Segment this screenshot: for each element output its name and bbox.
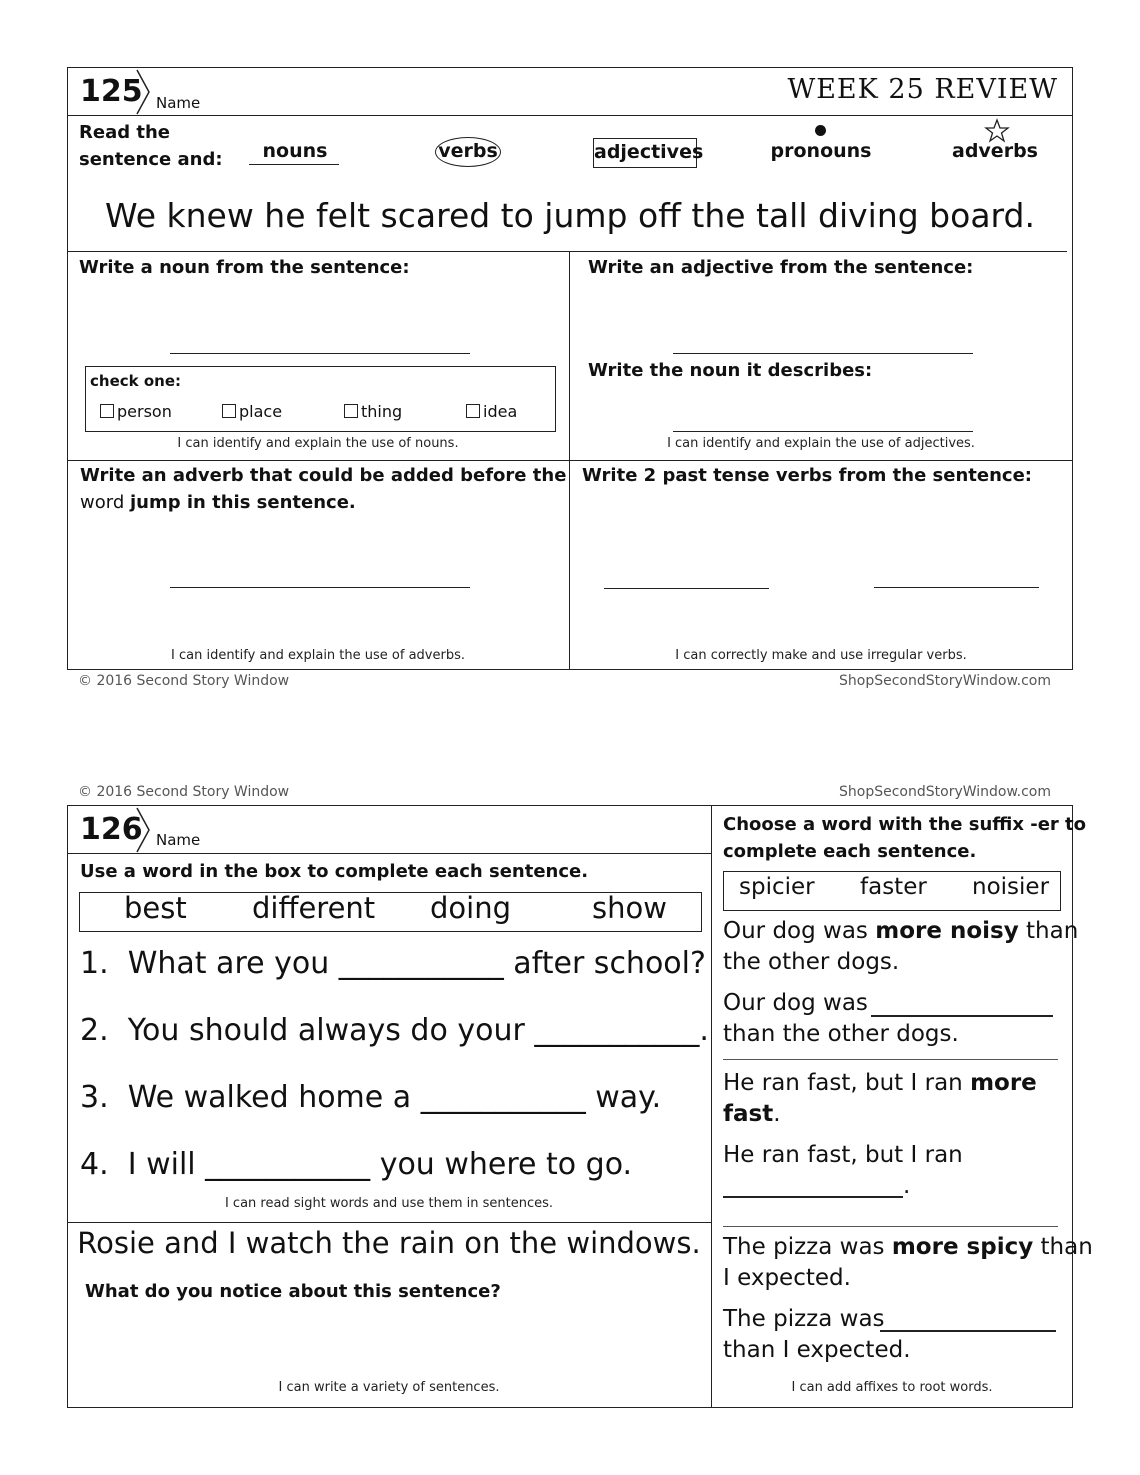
- c1-bold: more spicy: [891, 1234, 1034, 1260]
- header-divider: [67, 115, 1073, 116]
- foot-variety: I can write a variety of sentences.: [278, 1380, 500, 1395]
- divider-b: [723, 1226, 1058, 1227]
- q-adj-noun: Write the noun it describes:: [588, 360, 873, 381]
- q-adverb-2c: in this sentence.: [180, 492, 356, 513]
- word-doing: doing: [430, 891, 511, 925]
- sentence-1: 1. What are you ___________ after school?: [80, 946, 706, 981]
- adverb-answer-line[interactable]: [170, 587, 470, 588]
- item-a-answer-2: than the other dogs.: [723, 1021, 959, 1047]
- foot-sight-words: I can read sight words and use them in sentences.: [224, 1196, 554, 1211]
- item-a-answer-line[interactable]: [871, 1015, 1053, 1017]
- suffix-word-noisier: noisier: [972, 874, 1050, 900]
- page-title: WEEK 25 REVIEW: [787, 74, 1058, 105]
- chevron-icon: [135, 806, 153, 854]
- suffix-word-faster: faster: [860, 874, 927, 900]
- q-adjective: Write an adjective from the sentence:: [588, 257, 974, 278]
- sentence-2: 2. You should always do your ___________.: [80, 1013, 709, 1048]
- check-thing-label: thing: [361, 402, 403, 421]
- item-c-answer-line[interactable]: [880, 1330, 1056, 1332]
- check-idea-label: idea: [483, 402, 518, 421]
- checkbox-icon[interactable]: [466, 404, 480, 418]
- main-sentence: We knew he felt scared to jump off the tall diving board.: [105, 196, 1035, 235]
- verb-answer-line-1[interactable]: [604, 588, 769, 589]
- check-place[interactable]: [222, 402, 282, 421]
- adjective-answer-line[interactable]: [673, 353, 973, 354]
- instruction: Use a word in the box to complete each sentence.: [80, 861, 589, 882]
- adj-noun-answer-line[interactable]: [673, 431, 973, 432]
- item-b-line2: [723, 1101, 781, 1127]
- q-past-verbs: Write 2 past tense verbs from the sentence:: [582, 465, 1032, 486]
- item-a-answer-1: Our dog was: [723, 990, 868, 1016]
- checkbox-icon[interactable]: [100, 404, 114, 418]
- q-adverb-1: Write an adverb that could be added before the: [80, 465, 567, 486]
- word-different: different: [252, 891, 376, 925]
- suffix-question-1: Choose a word with the suffix -er to: [723, 814, 1087, 835]
- check-place-label: place: [239, 402, 283, 421]
- b1-pre: He ran fast, but I ran: [723, 1070, 971, 1096]
- q-adverb-2: [80, 492, 356, 513]
- word-show: show: [592, 891, 667, 925]
- noun-answer-line[interactable]: [170, 353, 470, 354]
- read-label-1: Read the: [79, 122, 170, 143]
- b1-bold2: fast: [723, 1101, 774, 1127]
- sentence-3: 3. We walked home a ___________ way.: [80, 1080, 662, 1115]
- copyright-126: © 2016 Second Story Window: [78, 784, 290, 800]
- b1-bold1: more: [970, 1070, 1037, 1096]
- c1-pre: The pizza was: [723, 1234, 892, 1260]
- foot-verbs: I can correctly make and use irregular verbs.: [675, 648, 967, 663]
- check-person-label: person: [117, 402, 172, 421]
- word-best: best: [124, 891, 187, 925]
- name-label: Name: [156, 94, 201, 112]
- foot-affix: I can add affixes to root words.: [791, 1380, 993, 1395]
- foot-adverb: I can identify and explain the use of adverbs.: [171, 648, 465, 663]
- item-b-end: .: [903, 1173, 911, 1199]
- rosie-sentence: Rosie and I watch the rain on the windows.: [77, 1226, 701, 1260]
- c1-post: than: [1033, 1234, 1093, 1260]
- row-divider-125: [67, 460, 1073, 461]
- item-c-line1: [723, 1234, 1093, 1260]
- worksheet-number-126: 126: [80, 812, 143, 847]
- q-adverb-jump: jump: [129, 492, 181, 513]
- site-126: ShopSecondStoryWindow.com: [839, 784, 1051, 800]
- read-label-2: sentence and:: [79, 149, 223, 170]
- divider-a: [723, 1059, 1058, 1060]
- item-c-line2: I expected.: [723, 1265, 851, 1291]
- item-c-answer-1: The pizza was: [723, 1306, 885, 1332]
- item-b-answer-line[interactable]: [723, 1196, 903, 1198]
- notice-question: What do you notice about this sentence?: [85, 1281, 501, 1302]
- key-pronouns: pronouns: [770, 140, 872, 162]
- key-nouns-label: nouns: [262, 140, 328, 162]
- copyright-125: © 2016 Second Story Window: [78, 673, 290, 689]
- suffix-question-2: complete each sentence.: [723, 841, 977, 862]
- key-adjectives: adjectives: [593, 138, 697, 168]
- row-divider-126: [67, 1222, 711, 1223]
- verb-answer-line-2[interactable]: [874, 587, 1039, 588]
- check-idea[interactable]: [466, 402, 517, 421]
- check-person[interactable]: [100, 402, 172, 421]
- item-a-line2: the other dogs.: [723, 949, 900, 975]
- key-verbs: verbs: [438, 140, 498, 162]
- key-nouns: [250, 140, 340, 162]
- checkbox-icon[interactable]: [344, 404, 358, 418]
- worksheet-number: 125: [80, 74, 143, 109]
- checkbox-icon[interactable]: [222, 404, 236, 418]
- nouns-underline: [249, 164, 339, 165]
- a1-pre: Our dog was: [723, 918, 876, 944]
- chevron-icon: [135, 68, 153, 116]
- header-divider-126: [67, 853, 711, 854]
- check-thing[interactable]: [344, 402, 402, 421]
- q-noun: Write a noun from the sentence:: [79, 257, 410, 278]
- check-one-label: check one:: [90, 372, 181, 390]
- item-b-line1: [723, 1070, 1037, 1096]
- name-label-126: Name: [156, 831, 201, 849]
- foot-adjective: I can identify and explain the use of adjectives.: [667, 436, 975, 451]
- site-125: ShopSecondStoryWindow.com: [839, 673, 1051, 689]
- a1-bold: more noisy: [875, 918, 1019, 944]
- a1-post: than: [1018, 918, 1079, 944]
- b1-post: .: [773, 1101, 781, 1127]
- q-adverb-2a: word: [80, 492, 130, 513]
- key-adverbs: adverbs: [952, 140, 1038, 162]
- item-c-answer-2: than I expected.: [723, 1337, 911, 1363]
- pronoun-dot-icon: [815, 125, 826, 136]
- sentence-4: 4. I will ___________ you where to go.: [80, 1147, 633, 1182]
- item-b-answer-1: He ran fast, but I ran: [723, 1142, 963, 1168]
- sentence-divider: [67, 251, 1067, 252]
- center-divider-126: [711, 805, 712, 1408]
- foot-noun: I can identify and explain the use of nouns.: [177, 436, 459, 451]
- suffix-word-spicier: spicier: [739, 874, 815, 900]
- item-a-line1: [723, 918, 1078, 944]
